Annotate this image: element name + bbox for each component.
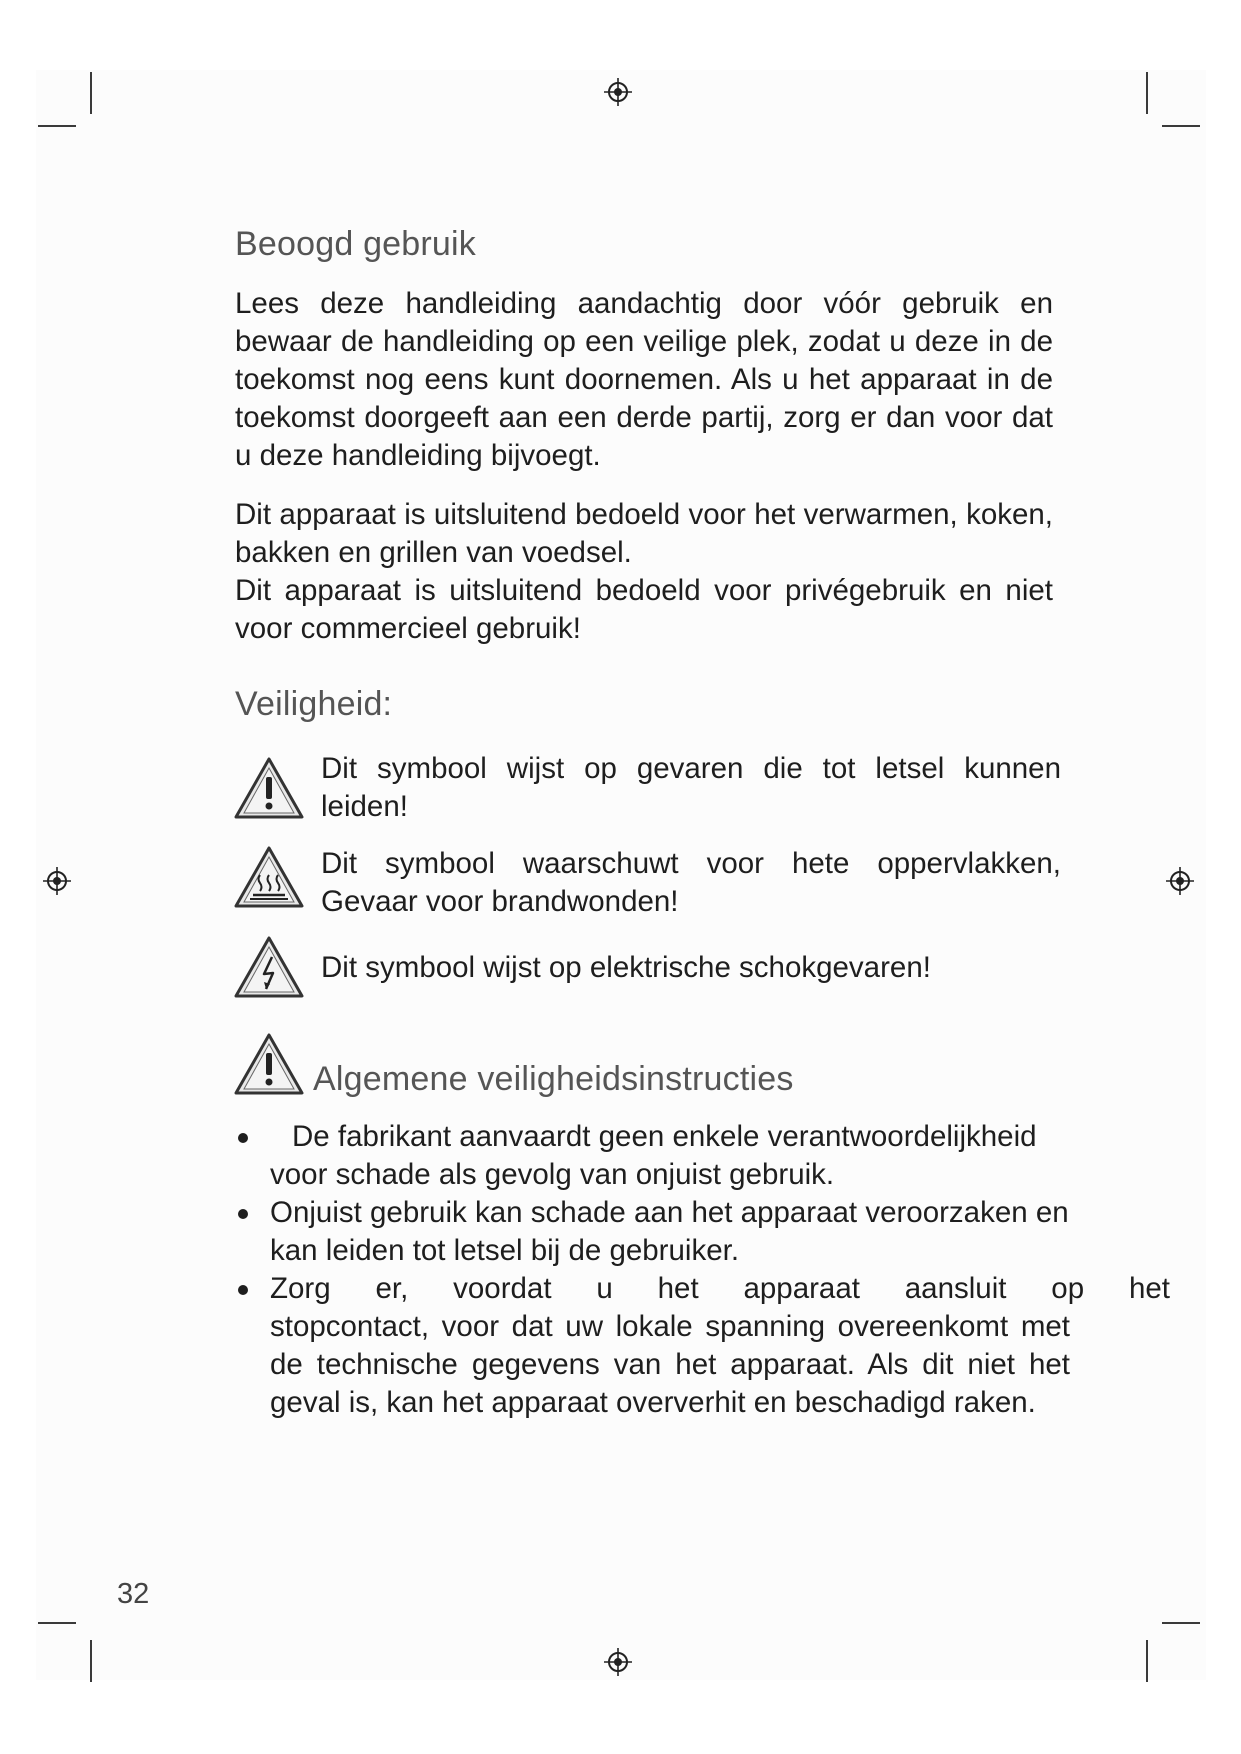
crop-mark — [1146, 72, 1148, 114]
crop-mark — [1162, 125, 1200, 127]
intended-use-paragraph: Lees deze handleiding aandachtig door vóór gebruik en bewaar de handleiding op een veilige plek, zodat u deze in de toekomst nog eens kunt doornemen. Als u het apparaat in de toekomst doorgeeft aan een derde partij, zorg er dan voor dat u deze handleiding bijvoegt. — [235, 287, 1053, 472]
registration-mark-icon — [1165, 866, 1195, 896]
warning-row-injury — [233, 750, 1073, 830]
crop-mark — [90, 72, 92, 114]
word: er, — [375, 1272, 409, 1305]
warning-text-hot-surface: Dit symbool waarschuwt voor hete oppervlakken, Gevaar voor brandwonden! — [321, 847, 1061, 918]
safety-instructions-list — [230, 1118, 1170, 1422]
bullet-icon — [238, 1285, 248, 1295]
crop-mark — [1162, 1622, 1200, 1624]
word: het — [657, 1272, 699, 1305]
warning-row-hot-surface — [233, 845, 1073, 925]
warning-exclamation-icon — [233, 1032, 305, 1096]
section-title-beoogd-gebruik: Beoogd gebruik — [235, 225, 476, 263]
warning-row-electric — [233, 935, 1073, 1005]
word: het — [1128, 1272, 1170, 1305]
list-item — [230, 1118, 1100, 1194]
intended-use-paragraph-3: Dit apparaat is uitsluitend bedoeld voor privégebruik en niet voor commercieel gebruik! — [235, 574, 1053, 645]
general-safety-heading — [233, 1032, 933, 1102]
word: u — [596, 1272, 613, 1305]
word: voordat — [453, 1272, 552, 1305]
warning-text-injury: Dit symbool wijst op gevaren die tot letsel kunnen leiden! — [321, 752, 1061, 823]
registration-mark-icon — [603, 77, 633, 107]
list-item-text: stopcontact, voor dat uw lokale spanning overeenkomt met de technische gegevens van het apparaat. Als dit niet het geval is, kan het apparaat oververhit en beschadigd raken. — [270, 1310, 1070, 1419]
intended-use-paragraph-2: Dit apparaat is uitsluitend bedoeld voor het verwarmen, koken, bakken en grillen van voedsel. — [235, 498, 1053, 569]
list-item-text: De fabrikant aanvaardt geen enkele verantwoordelijkheid voor schade als gevolg van onjuist gebruik. — [270, 1120, 1037, 1191]
hot-surface-icon — [233, 845, 305, 909]
registration-mark-icon — [42, 866, 72, 896]
list-item — [230, 1270, 1170, 1422]
word: Zorg — [270, 1272, 331, 1305]
page-number: 32 — [117, 1578, 150, 1610]
warning-text-electric: Dit symbool wijst op elektrische schokgevaren! — [321, 951, 931, 984]
list-item-first-line — [270, 1270, 1170, 1308]
list-item — [230, 1194, 1100, 1270]
section-title-veiligheid: Veiligheid: — [235, 685, 393, 723]
crop-mark — [1146, 1640, 1148, 1682]
word: aansluit — [904, 1272, 1007, 1305]
warning-exclamation-icon — [233, 756, 305, 820]
word: apparaat — [743, 1272, 860, 1305]
bullet-icon — [238, 1133, 248, 1143]
section-title-algemene-veiligheidsinstructies: Algemene veiligheidsinstructies — [313, 1060, 794, 1098]
registration-mark-icon — [603, 1647, 633, 1677]
crop-mark — [38, 1622, 76, 1624]
bullet-icon — [238, 1209, 248, 1219]
list-item-text: Onjuist gebruik kan schade aan het apparaat veroorzaken en kan leiden tot letsel bij de gebruiker. — [270, 1196, 1069, 1267]
crop-mark — [38, 125, 76, 127]
crop-mark — [90, 1640, 92, 1682]
electric-shock-icon — [233, 935, 305, 999]
word: op — [1051, 1272, 1085, 1305]
